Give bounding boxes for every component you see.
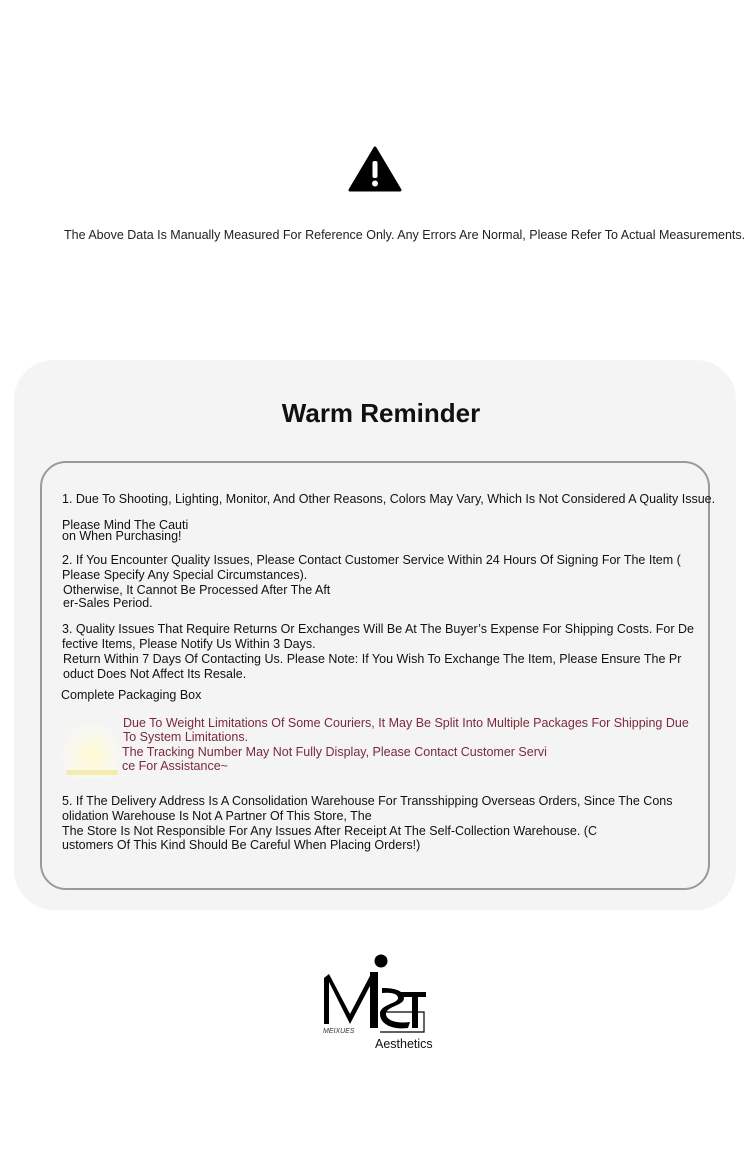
measurement-disclaimer: The Above Data Is Manually Measured For Reference Only. Any Errors Are Normal, Please Refer To Actual Measurements.	[64, 228, 746, 242]
notice-line-18: olidation Warehouse Is Not A Partner Of This Store, The	[62, 809, 372, 823]
notice-line-10: Return Within 7 Days Of Contacting Us. Please Note: If You Wish To Exchange The Item, Please Ensure The Pr	[63, 652, 682, 666]
notice-line-11: oduct Does Not Affect Its Resale.	[63, 667, 247, 681]
notice-line-2: Please Mind The Cauti	[62, 518, 189, 532]
notice-line-16: ce For Assistance~	[122, 759, 228, 773]
notice-line-15: The Tracking Number May Not Fully Display, Please Contact Customer Servi	[122, 745, 547, 759]
notice-line-7: er-Sales Period.	[63, 596, 153, 610]
notice-line-3: on When Purchasing!	[62, 529, 182, 543]
notice-line-5: Please Specify Any Special Circumstances).	[62, 568, 308, 582]
notice-line-12: Complete Packaging Box	[61, 688, 202, 702]
notice-line-20: ustomers Of This Kind Should Be Careful When Placing Orders!)	[62, 838, 421, 852]
package-highlight-bar	[66, 770, 118, 775]
brand-logo-mark	[324, 955, 426, 1033]
notice-line-13: Due To Weight Limitations Of Some Couriers, It May Be Split Into Multiple Packages For Shipping Due	[123, 716, 689, 730]
reminder-title: Warm Reminder	[281, 398, 481, 428]
notice-line-14: To System Limitations.	[123, 730, 249, 744]
notice-line-17: 5. If The Delivery Address Is A Consolidation Warehouse For Transshipping Overseas Orders, Since The Cons	[62, 794, 673, 808]
warning-triangle-icon	[348, 146, 402, 192]
notice-line-19: The Store Is Not Responsible For Any Issues After Receipt At The Self-Collection Warehouse. (C	[62, 824, 597, 838]
brand-logo-subtext: MEIXUES	[323, 1028, 355, 1035]
notice-line-1: 1. Due To Shooting, Lighting, Monitor, And Other Reasons, Colors May Vary, Which Is Not Considered A Quality Issue.	[62, 492, 716, 506]
notice-line-6: Otherwise, It Cannot Be Processed After The Aft	[63, 583, 331, 597]
brand-logo	[320, 952, 430, 1038]
notice-line-4: 2. If You Encounter Quality Issues, Please Contact Customer Service Within 24 Hours Of Signing For The Item (	[62, 553, 681, 567]
brand-tagline: Aesthetics	[375, 1037, 433, 1051]
notice-line-8: 3. Quality Issues That Require Returns Or Exchanges Will Be At The Buyer’s Expense For Shipping Costs. For De	[62, 622, 695, 636]
notice-line-9: fective Items, Please Notify Us Within 3 Days.	[62, 637, 316, 651]
